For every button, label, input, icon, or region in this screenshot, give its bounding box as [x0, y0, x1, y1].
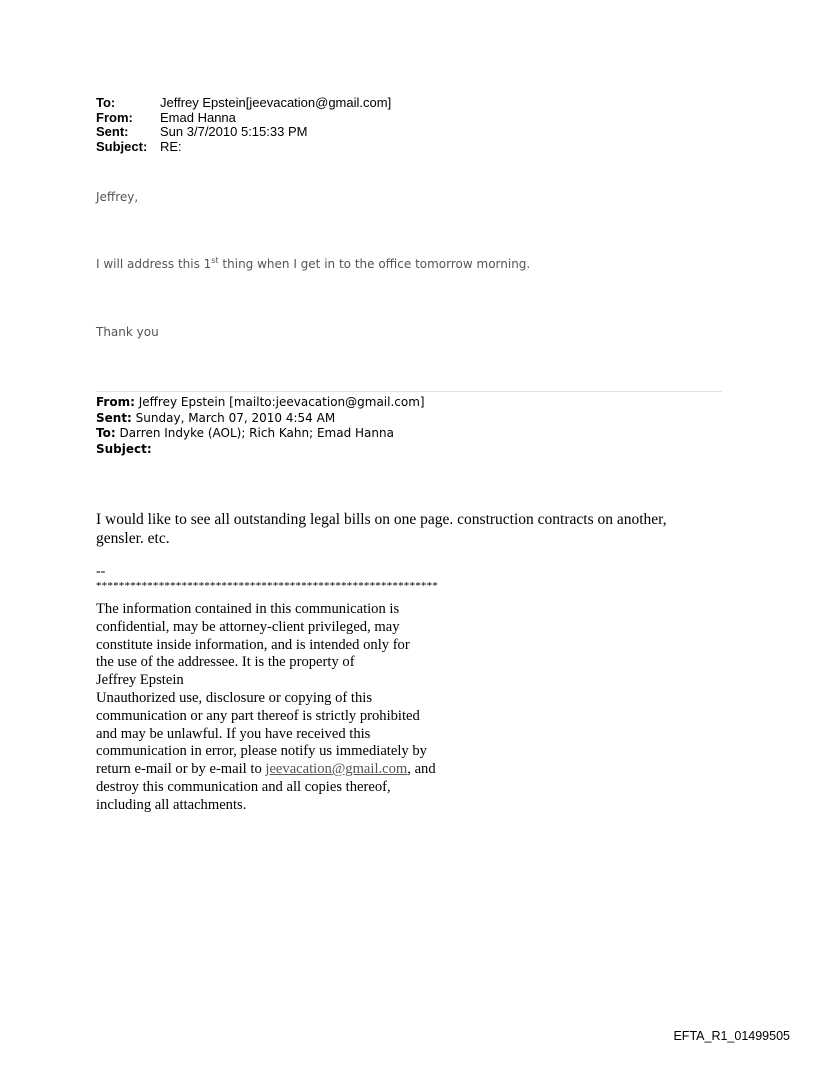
- disclaimer-line: constitute inside information, and is intended only for: [96, 636, 410, 653]
- email-link[interactable]: jeevacation@gmail.com: [265, 761, 408, 778]
- reply-line-superscript: st: [211, 256, 219, 265]
- fwd-to-label: To:: [96, 426, 116, 440]
- document-id: EFTA_R1_01499505: [673, 1029, 790, 1043]
- sent-value: Sun 3/7/2010 5:15:33 PM: [160, 124, 308, 139]
- sent-label: Sent:: [96, 124, 129, 139]
- disclaimer-line: including all attachments.: [96, 796, 247, 813]
- fwd-sent-row: [96, 411, 425, 427]
- fwd-subject-row: [96, 442, 425, 458]
- forwarded-message: [96, 510, 736, 548]
- message-line-1: I would like to see all outstanding legal bills on one page. construction contracts on another,: [96, 511, 667, 528]
- subject-label: Subject:: [96, 138, 148, 154]
- email-header: [96, 96, 391, 154]
- to-label: To:: [96, 95, 116, 110]
- disclaimer-line: Unauthorized use, disclosure or copying of this: [96, 689, 373, 706]
- fwd-from-value: Jeffrey Epstein [mailto:jeevacation@gmail.com]: [134, 395, 425, 409]
- signature-stars: ************************************************************: [96, 580, 438, 592]
- header-sent-row: [96, 125, 391, 140]
- message-line-2: gensler. etc.: [96, 530, 170, 547]
- from-label: From:: [96, 109, 133, 125]
- to-value: Jeffrey Epstein[jeevacation@gmail.com]: [160, 95, 392, 110]
- reply-closing: Thank you: [96, 325, 159, 339]
- header-to-row: [96, 96, 391, 111]
- fwd-sent-value: Sunday, March 07, 2010 4:54 AM: [131, 410, 336, 425]
- reply-line: [96, 257, 530, 271]
- fwd-from-row: [96, 395, 425, 411]
- return-text-start: return e-mail or by e-mail to: [96, 761, 266, 778]
- quote-divider: [96, 391, 722, 392]
- header-from-row: [96, 111, 391, 126]
- disclaimer-line: communication in error, please notify us immediately by: [96, 743, 427, 760]
- disclaimer-line: destroy this communication and all copies thereof,: [96, 778, 391, 795]
- subject-value: RE:: [160, 138, 182, 154]
- reply-line-start: I will address this 1: [96, 257, 212, 271]
- disclaimer-line: The information contained in this communication is: [96, 601, 400, 617]
- disclaimer-return-line: [96, 761, 496, 779]
- reply-line-end: thing when I get in to the office tomorrow morning.: [218, 257, 531, 271]
- confidentiality-disclaimer: [96, 601, 496, 815]
- signature-dashes: --: [96, 564, 106, 579]
- forwarded-header: [96, 395, 425, 457]
- from-value: Emad Hanna: [160, 109, 236, 125]
- fwd-subject-label: Subject:: [96, 441, 152, 456]
- disclaimer-line: Jeffrey Epstein: [96, 672, 184, 689]
- return-text-end: , and: [407, 761, 436, 778]
- reply-greeting: Jeffrey,: [96, 190, 139, 204]
- disclaimer-line: the use of the addressee. It is the property of: [96, 654, 355, 671]
- header-subject-row: [96, 140, 391, 155]
- disclaimer-line: communication or any part thereof is strictly prohibited: [96, 707, 420, 724]
- fwd-sent-label: Sent:: [96, 410, 132, 425]
- fwd-to-row: [96, 426, 425, 442]
- fwd-from-label: From:: [96, 395, 135, 409]
- disclaimer-line: and may be unlawful. If you have received this: [96, 725, 371, 742]
- fwd-to-value: Darren Indyke (AOL); Rich Kahn; Emad Hanna: [115, 426, 394, 440]
- disclaimer-line: confidential, may be attorney-client privileged, may: [96, 618, 400, 635]
